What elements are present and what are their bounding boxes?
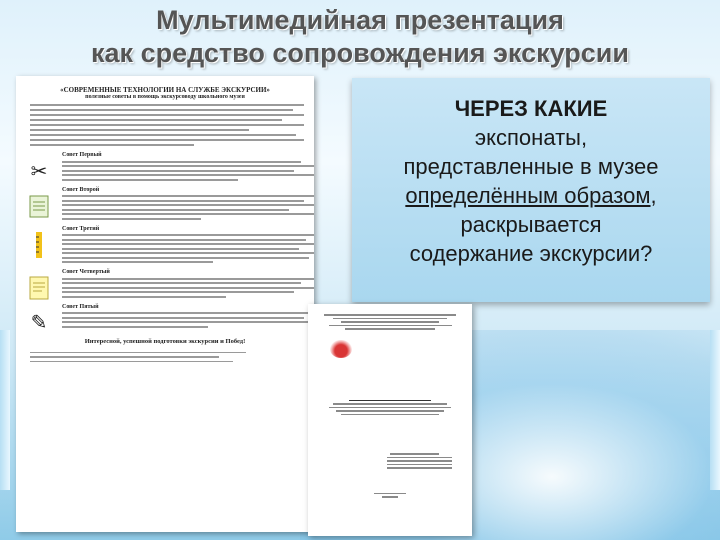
question-line-5: раскрывается [460,212,602,237]
booklet-page-image [16,76,314,532]
booklet-footer [16,345,314,370]
question-box [352,78,710,302]
question-comma: , [650,183,657,208]
tip-3 [16,226,314,264]
logo-image [330,340,352,358]
slide-edge-right [710,330,720,490]
title-line-1: Мультимедийная презентация [156,5,564,35]
booklet-closing: Интересной, успешной подготовки экскурсии и Побед! [84,337,246,345]
tip-5 [16,303,314,334]
slide-title [0,4,720,70]
tip-name: Совет Третий [62,225,100,232]
pencil-icon: ✎ [30,312,48,334]
question-line-4 [352,181,710,210]
memo-icon [26,275,52,301]
question-line-caps: ЧЕРЕЗ КАКИЕ [454,96,608,121]
tip-name: Совет Первый [62,152,102,158]
slide-edge-left [0,330,10,490]
tip-name: Совет Четвертый [62,269,110,275]
notepad-icon [26,193,52,219]
question-underlined: определённым образом [405,183,651,208]
booklet-heading: «СОВРЕМЕННЫЕ ТЕХНОЛОГИИ НА СЛУЖБЕ ЭКСКУРСИИ» [60,86,270,94]
tip-name: Совет Пятый [62,303,99,310]
tip-4 [16,269,314,298]
title-line-2: как средство сопровождения экскурсии [91,38,629,68]
ruler-icon [26,232,52,258]
scissors-icon: ✂ [30,160,48,183]
question-line-2: экспонаты, [474,125,588,150]
tip-name: Совет Второй [62,186,100,193]
methodical-cover-image [308,304,472,536]
tip-1 [16,152,314,181]
question-line-6: содержание экскурсии? [409,241,653,266]
booklet-intro-text [16,104,314,146]
booklet-subheading: полезные советы в помощь экскурсоводу школьного музея [85,94,245,100]
tip-2 [16,187,314,220]
question-line-3: представленные в музее [403,154,659,179]
